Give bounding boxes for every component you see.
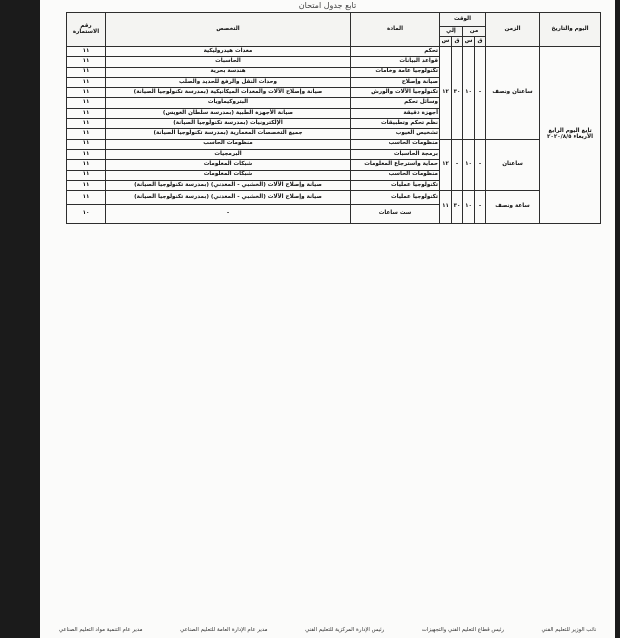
to-hour-cell: ١٢ [440, 139, 452, 190]
form-number-cell: ١١ [67, 180, 106, 190]
day-cell: تابع اليوم الرابع الأربعاء ٢٠٢٠/٨/٥ [540, 47, 601, 224]
col-to-minute: ق [452, 37, 463, 47]
form-number-cell: ١١ [67, 77, 106, 87]
form-number-cell: ١١ [67, 57, 106, 67]
signature-3: رئيس الإدارة المركزية للتعليم الفني [305, 626, 385, 633]
subject-cell: برمجة الحاسبات [351, 149, 440, 159]
form-number-cell: ١١ [67, 160, 106, 170]
col-duration: الزمن [486, 13, 540, 47]
subject-cell: أجهزة دقيقة [351, 108, 440, 118]
specialization-cell: صيانة وإصلاح الآلات والمعدات الميكانيكية (بمدرسة تكنولوجيا الصيانة) [106, 88, 351, 98]
duration-cell: ساعتان ونصف [486, 47, 540, 140]
specialization-cell: معدات هيدروليكية [106, 47, 351, 57]
specialization-cell: البرمجيات [106, 149, 351, 159]
specialization-cell: شبكات المعلومات [106, 160, 351, 170]
subject-cell: تكنولوجيا عمليات [351, 180, 440, 190]
to-minute-cell: ٣٠ [452, 47, 463, 140]
form-number-cell: ١١ [67, 149, 106, 159]
specialization-cell: جميع التخصصات المعمارية (بمدرسة تكنولوجيا الصيانة) [106, 129, 351, 139]
table-row [67, 47, 601, 57]
specialization-cell: هندسة بحرية [106, 67, 351, 77]
subject-cell: حماية واسترجاع المعلومات [351, 160, 440, 170]
document-page [40, 0, 615, 638]
subject-cell: منظومات الحاسب [351, 139, 440, 149]
form-number-cell: ١١ [67, 88, 106, 98]
subject-cell: قواعد البيانات [351, 57, 440, 67]
from-hour-cell: ١٠ [463, 139, 475, 190]
from-minute-cell: - [106, 205, 351, 224]
header-title: تابع جدول امتحان [298, 1, 357, 10]
table-row [67, 139, 601, 149]
specialization-cell: صيانة الأجهزة الطبية (بمدرسة سلطان العويس) [106, 108, 351, 118]
col-to-hour: س [440, 37, 452, 47]
form-number-cell: ١١ [67, 191, 106, 205]
form-number-cell: ١١ [67, 98, 106, 108]
subject-cell: تكنولوجيا الآلات والورش [351, 88, 440, 98]
form-number-cell: ١١ [67, 170, 106, 180]
duration-cell: ساعتان [486, 139, 540, 190]
specialization-cell: صيانة وإصلاح الآلات (الخشبي - المعدني) (بمدرسة تكنولوجيا الصيانة) [106, 191, 351, 205]
signature-4: رئيس قطاع التعليم الفني والتجهيزات [421, 626, 504, 633]
col-from-minute: ق [475, 37, 486, 47]
exam-schedule-table [66, 12, 601, 224]
col-form-number: رقم الاستمارة [67, 13, 106, 47]
specialization-cell: شبكات المعلومات [106, 170, 351, 180]
signature-1: مدير عام التنمية مواد التعليم الصناعي [58, 626, 143, 633]
col-specialization: التخصص [106, 13, 351, 47]
col-from-hour: س [463, 37, 475, 47]
col-time: الوقت [440, 13, 486, 27]
subject-cell: تحكم [351, 47, 440, 57]
specialization-cell: صيانة وإصلاح الآلات (الخشبي - المعدني) (بمدرسة تكنولوجيا الصيانة) [106, 180, 351, 190]
subject-cell: وسائل تحكم [351, 98, 440, 108]
signature-2: مدير عام الإدارة العامة للتعليم الصناعي [180, 626, 268, 633]
from-hour-cell: ١٠ [463, 47, 475, 140]
from-hour-cell: ١٠ [463, 191, 475, 224]
duration-cell: ساعة ونصف [486, 191, 540, 224]
specialization-cell: منظومات الحاسب [106, 139, 351, 149]
subject-cell: نظم تحكم وتطبيقات [351, 119, 440, 129]
specialization-cell: البتروكيماويات [106, 98, 351, 108]
subject-cell: تكنولوجيا عامة وخامات [351, 67, 440, 77]
col-subject: المادة [351, 13, 440, 47]
form-number-cell: ١١ [67, 119, 106, 129]
to-minute-cell: - [452, 139, 463, 190]
form-number-cell: ١١ [67, 108, 106, 118]
table-row [67, 191, 601, 205]
from-minute-cell: - [475, 139, 486, 190]
to-hour-cell: ١١ [440, 191, 452, 224]
signature-5: نائب الوزير للتعليم الفني [541, 626, 597, 633]
duration-cell: ست ساعات [351, 205, 440, 224]
form-number-cell: ١١ [67, 67, 106, 77]
subject-cell: صيانة وإصلاح [351, 77, 440, 87]
to-minute-cell: ٣٠ [452, 191, 463, 224]
col-day-date: اليوم والتاريخ [540, 13, 601, 47]
specialization-cell: الحاسبات [106, 57, 351, 67]
form-number-cell: ١١ [67, 47, 106, 57]
subject-cell: تكنولوجيا عمليات [351, 191, 440, 205]
col-from: من [463, 27, 486, 37]
form-number-cell: ١١ [67, 139, 106, 149]
form-number-cell: ١١ [67, 129, 106, 139]
from-minute-cell: - [475, 191, 486, 224]
col-to: إلي [440, 27, 463, 37]
from-minute-cell: - [475, 47, 486, 140]
specialization-cell: وحدات النقل والرفع للحديد والصلب [106, 77, 351, 87]
subject-cell: تشخيص العيوب [351, 129, 440, 139]
subject-cell: منظومات الحاسب [351, 170, 440, 180]
specialization-cell: الإلكترونيات (بمدرسة تكنولوجيا الصيانة) [106, 119, 351, 129]
signature-footer [40, 621, 615, 638]
from-hour-cell: ١٠ [67, 205, 106, 224]
to-hour-cell: ١٢ [440, 47, 452, 140]
